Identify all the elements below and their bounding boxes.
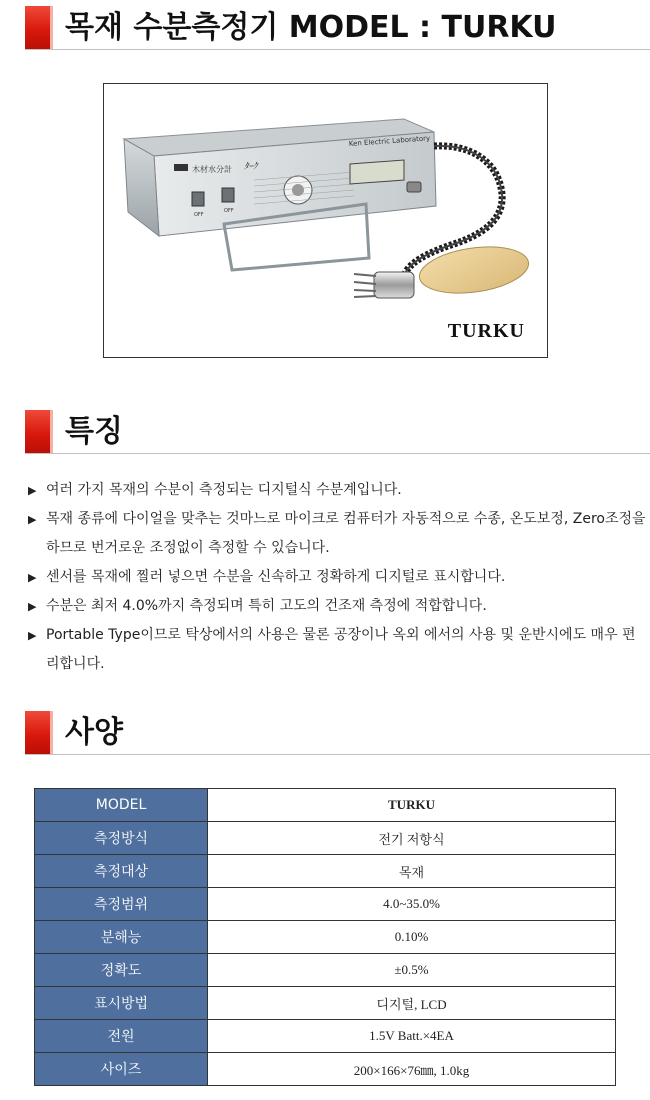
spec-label: 표시방법 [35, 987, 208, 1020]
table-row [35, 954, 616, 987]
svg-text:OFF: OFF [224, 208, 234, 214]
red-marker-icon [25, 410, 50, 454]
table-row [35, 789, 616, 822]
spec-label: 측정방식 [35, 822, 208, 855]
spec-value: 목재 [208, 855, 616, 888]
features-header [25, 410, 650, 454]
spec-label: 정확도 [35, 954, 208, 987]
table-row [35, 921, 616, 954]
triangle-bullet-icon: ▶ [28, 600, 37, 613]
spec-value: 4.0~35.0% [208, 888, 616, 921]
spec-table [34, 788, 616, 1086]
triangle-bullet-icon: ▶ [28, 571, 37, 584]
device-brand: Ken Electric Laboratory [348, 134, 431, 148]
specs-header [25, 711, 650, 755]
spec-label: 측정대상 [35, 855, 208, 888]
red-marker-icon [25, 711, 50, 755]
triangle-bullet-icon: ▶ [28, 629, 37, 642]
table-row [35, 855, 616, 888]
spec-value: TURKU [208, 789, 616, 822]
divider [25, 49, 650, 50]
spec-value: ±0.5% [208, 954, 616, 987]
panel-label: 木材水分計 [192, 165, 232, 174]
table-row [35, 987, 616, 1020]
svg-text:OFF: OFF [194, 212, 204, 218]
specs-title: 사양 [65, 715, 123, 750]
spec-label: 사이즈 [35, 1053, 208, 1086]
features-title: 특징 [65, 414, 123, 449]
spec-value: 1.5V Batt.×4EA [208, 1020, 616, 1053]
spec-label: 분해능 [35, 921, 208, 954]
feature-item: ▶ 수분은 최저 4.0%까지 측정되며 특히 고도의 건조재 측정에 적합합니다. [28, 592, 648, 621]
feature-item: ▶ 목재 종류에 다이얼을 맞추는 것마느로 마이크로 컴퓨터가 자동적으로 수종, 온도보정, Zero조정을 하므로 번거로운 조정없이 측정할 수 있습니다. [28, 505, 648, 563]
triangle-bullet-icon: ▶ [28, 513, 37, 526]
red-marker-icon [25, 6, 50, 50]
divider [25, 453, 650, 454]
spec-value: 전기 저항식 [208, 822, 616, 855]
spec-label: 전원 [35, 1020, 208, 1053]
spec-value: 디지털, LCD [208, 987, 616, 1020]
divider [25, 754, 650, 755]
moisture-meter-illustration [104, 84, 547, 357]
page-title-header [25, 6, 650, 50]
table-row [35, 1053, 616, 1086]
spec-label: MODEL [35, 789, 208, 822]
spec-value: 0.10% [208, 921, 616, 954]
photo-caption: TURKU [447, 320, 525, 342]
spec-label: 측정범위 [35, 888, 208, 921]
features-list [28, 476, 648, 679]
table-row [35, 1020, 616, 1053]
product-photo [103, 83, 548, 358]
feature-item: ▶ 센서를 목재에 찔러 넣으면 수분을 신속하고 정확하게 디지털로 표시합니다. [28, 563, 648, 592]
feature-item: ▶ Portable Type이므로 탁상에서의 사용은 물론 공장이나 옥외 에서의 사용 및 운반시에도 매우 편리합니다. [28, 621, 648, 679]
page-title: 목재 수분측정기 MODEL : TURKU [65, 10, 557, 45]
table-row [35, 822, 616, 855]
feature-item: ▶ 여러 가지 목재의 수분이 측정되는 디지털식 수분계입니다. [28, 476, 648, 505]
svg-text:ﾀｰｸ: ﾀｰｸ [244, 162, 258, 172]
table-row [35, 888, 616, 921]
triangle-bullet-icon: ▶ [28, 484, 37, 497]
spec-value: 200×166×76㎜, 1.0kg [208, 1053, 616, 1086]
